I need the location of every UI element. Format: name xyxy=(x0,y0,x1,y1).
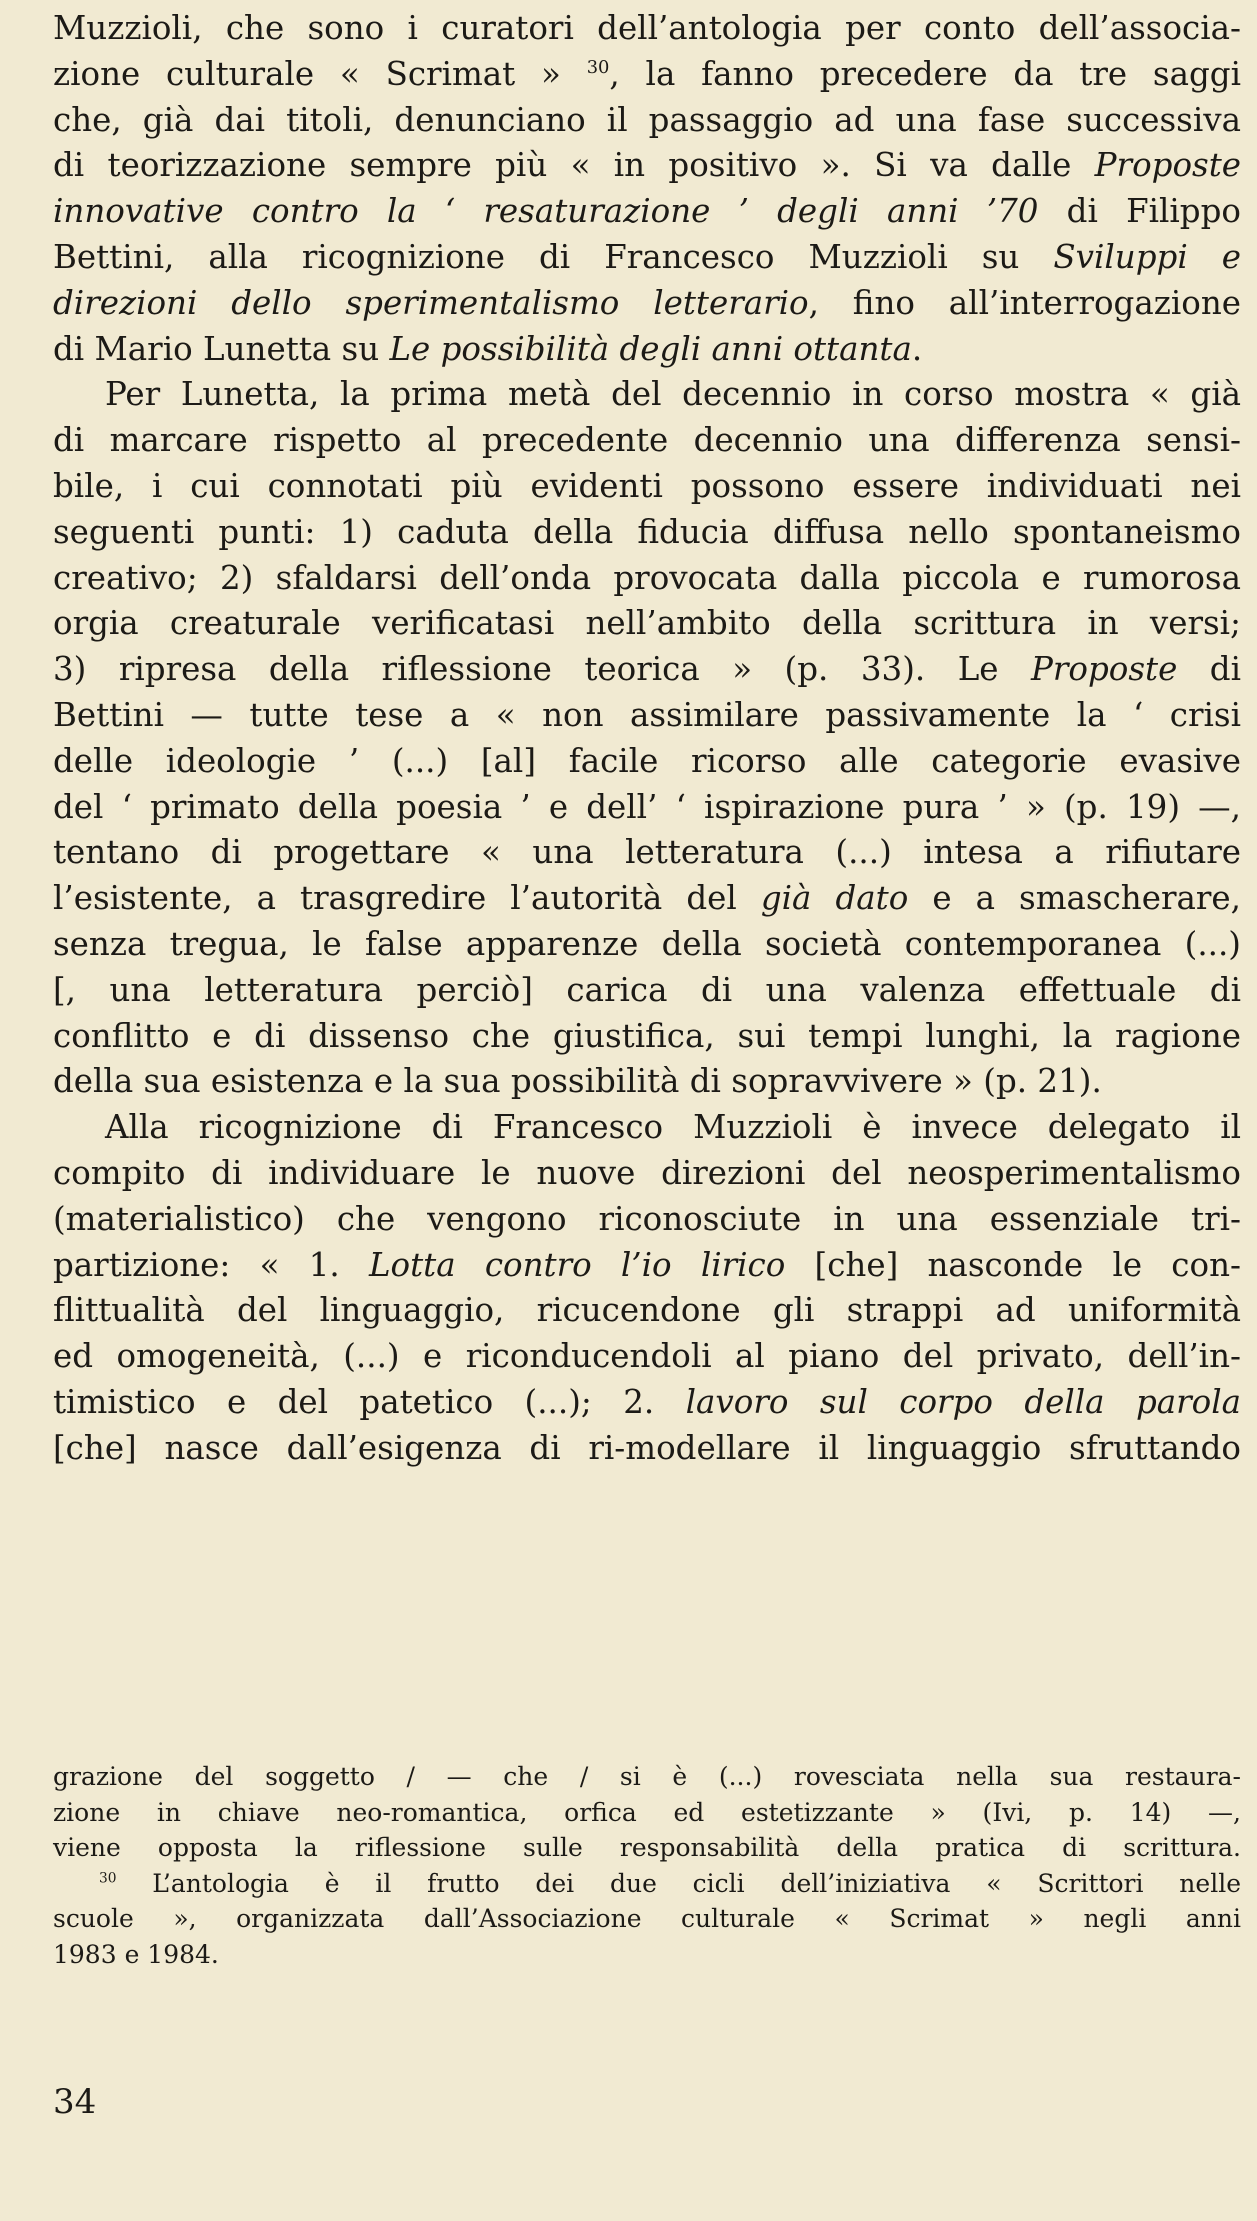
text-line: 3) ripresa della riflessione teorica » (p. 33). Le Proposte di xyxy=(53,650,1242,689)
text-line: tentano di progettare « una letteratura (...) intesa a rifiutare xyxy=(53,833,1241,872)
text-line: orgia creaturale verificatasi nell’ambito della scrittura in versi; xyxy=(53,604,1241,643)
text-line: di marcare rispetto al precedente decennio una differenza sensi- xyxy=(53,421,1241,460)
text-line: (materialistico) che vengono riconosciute in una essenziale tri- xyxy=(53,1199,1241,1238)
text-line: direzioni dello sperimentalismo letterario, fino all’interrogazione xyxy=(53,283,1241,322)
text-line: Bettini — tutte tese a « non assimilare passivamente la ‘ crisi xyxy=(53,695,1241,734)
text-line: l’esistente, a trasgredire l’autorità del già dato e a smascherare, xyxy=(53,879,1241,918)
body-text xyxy=(53,6,1241,1472)
text-line: creativo; 2) sfaldarsi dell’onda provocata dalla piccola e rumorosa xyxy=(53,558,1241,597)
paragraph-3 xyxy=(53,1105,1241,1471)
text-line: della sua esistenza e la sua possibilità di sopravvivere » (p. 21). xyxy=(53,1062,1102,1101)
text-line: senza tregua, le false apparenze della società contemporanea (...) xyxy=(53,924,1241,963)
paragraph-1 xyxy=(53,6,1241,372)
text-line: Per Lunetta, la prima metà del decennio in corso mostra « già xyxy=(105,375,1241,414)
text-line: innovative contro la ‘ resaturazione ’ degli anni ’70 di Filippo xyxy=(53,192,1241,231)
text-line: delle ideologie ’ (...) [al] facile ricorso alle categorie evasive xyxy=(53,741,1241,780)
footnote-line: 1983 e 1984. xyxy=(53,1939,219,1969)
footnote-marker-30: 30 xyxy=(99,1870,117,1887)
text-line: timistico e del patetico (...); 2. lavoro sul corpo della parola xyxy=(53,1382,1241,1421)
footnote-line: viene opposta la riflessione sulle responsabilità della pratica di scrittura. xyxy=(53,1833,1241,1862)
text-line: ed omogeneità, (...) e riconducendoli al piano del privato, dell’in- xyxy=(53,1337,1241,1376)
text-line: zione culturale « Scrimat » $^{30}$, la fanno precedere da tre saggi xyxy=(53,54,1241,93)
text-line: del ‘ primato della poesia ’ e dell’ ‘ ispirazione pura ’ » (p. 19) —, xyxy=(53,787,1241,826)
paragraph-2 xyxy=(53,372,1241,1105)
text-line: partizione: « 1. Lotta contro l’io lirico [che] nasconde le con- xyxy=(53,1245,1241,1284)
text-line: seguenti punti: 1) caduta della fiducia diffusa nello spontaneismo xyxy=(53,512,1241,551)
text-line: compito di individuare le nuove direzioni del neosperimentalismo xyxy=(53,1153,1241,1192)
text-line: che, già dai titoli, denunciano il passaggio ad una fase successiva xyxy=(53,100,1241,139)
text-line: flittualità del linguaggio, ricucendone gli strappi ad uniformità xyxy=(53,1291,1241,1330)
text-line: di Mario Lunetta su Le possibilità degli anni ottanta. xyxy=(53,329,923,368)
text-line: [che] nasce dall’esigenza di ri-modellare il linguaggio sfruttando xyxy=(53,1428,1241,1467)
footnote-line: grazione del soggetto / — che / si è (...) rovesciata nella sua restaura- xyxy=(53,1762,1241,1791)
footnotes xyxy=(53,1759,1241,1972)
footnote-30: $^{30}$ L’antologia è il frutto dei due cicli dell’iniziativa « Scrittori nelle xyxy=(99,1868,1241,1898)
text-line: di teorizzazione sempre più « in positivo ». Si va dalle Proposte xyxy=(53,146,1241,185)
text-line: Alla ricognizione di Francesco Muzzioli è invece delegato il xyxy=(105,1108,1241,1147)
page-number: 34 xyxy=(53,2082,97,2122)
text-line: conflitto e di dissenso che giustifica, sui tempi lunghi, la ragione xyxy=(53,1016,1241,1055)
text-line: [, una letteratura perciò] carica di una valenza effettuale di xyxy=(53,970,1241,1009)
text-line: Muzzioli, che sono i curatori dell’antologia per conto dell’associa- xyxy=(53,9,1241,47)
text-line: bile, i cui connotati più evidenti possono essere individuati nei xyxy=(53,466,1241,505)
text-line: Bettini, alla ricognizione di Francesco Muzzioli su Sviluppi e xyxy=(53,237,1241,276)
footnote-line: zione in chiave neo-romantica, orfica ed estetizzante » (Ivi, p. 14) —, xyxy=(53,1797,1241,1827)
footnote-line: scuole », organizzata dall’Associazione culturale « Scrimat » negli anni xyxy=(53,1904,1241,1933)
footnote-ref-30: 30 xyxy=(586,56,610,78)
